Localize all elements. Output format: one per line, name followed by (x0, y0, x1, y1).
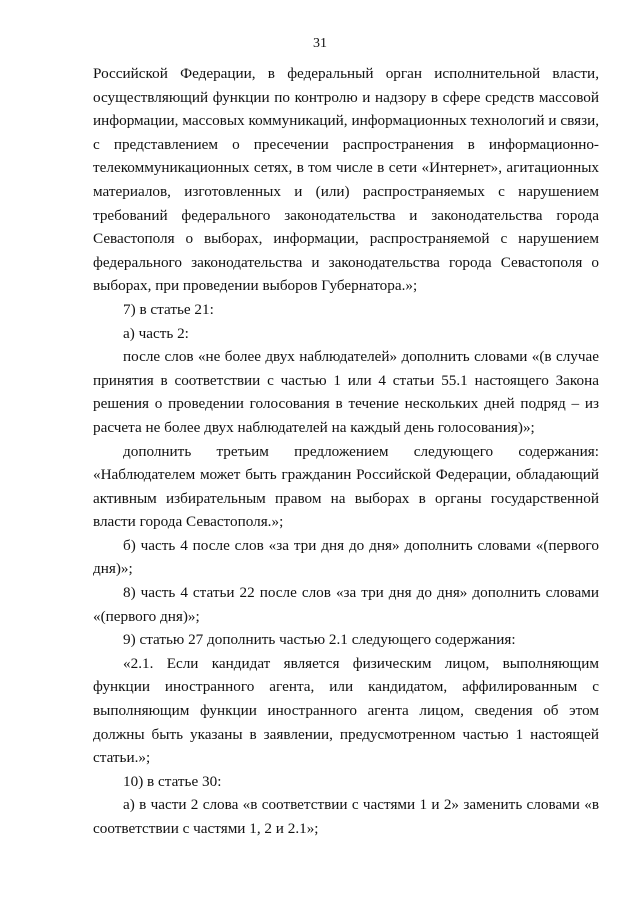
paragraph-item-7b: б) часть 4 после слов «за три дня до дня» дополнить словами «(первого дня)»; (93, 536, 599, 578)
paragraph-item-9: 9) статью 27 дополнить частью 2.1 следующего содержания: (123, 631, 516, 649)
paragraph-observers-addition: после слов «не более двух наблюдателей» дополнить словами «(в случае принятия в соответствии с частью 1 или 4 статьи 55.1 настоящего Закона решения о проведении голосования в течение нескольких дней подряд – из расчета не более двух наблюдателей на каждый день голосования)»; (93, 348, 599, 436)
paragraph-item-10a: а) в части 2 слова «в соответствии с частями 1 и 2» заменить словами «в соответствии с частями 1, 2 и 2.1»; (93, 796, 599, 837)
paragraph-part-2-1: «2.1. Если кандидат является физическим лицом, выполняющим функции иностранного агента, или кандидатом, аффилированным с выполняющим функции иностранного агента лицом, сведения об этом должны быть указаны в заявлении, предусмотренном частью 1 настоящей статьи.»; (93, 654, 599, 767)
page-number: 31 (313, 36, 327, 51)
paragraph-third-sentence: дополнить третьим предложением следующего содержания: «Наблюдателем может быть гражданин Российской Федерации, обладающий активным избирательным правом на выборах в органы государственной власти города Севастополя.»; (93, 442, 599, 531)
paragraph-item-7: 7) в статье 21: (123, 300, 214, 318)
document-body (93, 62, 599, 841)
paragraph-continuation: Российской Федерации, в федеральный орган исполнительной власти, осуществляющий функции по контролю и надзору в сфере средств массовой информации, массовых коммуникаций, информационных технологий и связи, с представлением о пресечении распространения в информационно-телекоммуникационных сетях, в том числе в сети «Интернет», агитационных материалов, изготовленных и (или) распространяемых с нарушением требований федерального законодательства и законодательства города Севастополя о выборах, информации, распространяемой с нарушением федерального законодательства и законодательства города Севастополя о выборах, при проведении выборов Губернатора.»; (93, 65, 599, 295)
paragraph-item-7a: а) часть 2: (123, 324, 189, 342)
paragraph-item-10: 10) в статье 30: (123, 772, 222, 790)
paragraph-item-8: 8) часть 4 статьи 22 после слов «за три дня до дня» дополнить словами «(первого дня)»; (93, 584, 599, 625)
